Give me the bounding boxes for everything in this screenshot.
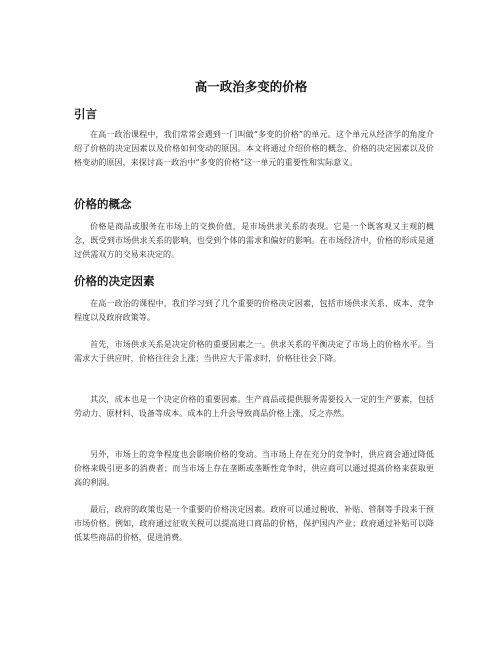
paragraph: 另外，市场上的竞争程度也会影响价格的变动。当市场上存在充分的竞争时，供应商会通过降低价格来吸引更多的消费者；而当市场上存在垄断或垄断性竞争时，供应商可以通过提高价格来获取更高的利润。 [74,449,434,488]
section-heading-introduction: 引言 [74,107,97,121]
paragraph: 其次，成本也是一个决定价格的重要因素。生产商品或提供服务需要投入一定的生产要素，包括劳动力、原材料、设备等成本。成本的上升会导致商品价格上涨，反之亦然。 [74,394,434,419]
paragraph: 首先，市场供求关系是决定价格的重要因素之一。供求关系的平衡决定了市场上的价格水平。当需求大于供应时，价格往往会上涨；当供应大于需求时，价格往往会下降。 [74,339,434,364]
paragraph: 在高一政治课程中，我们常常会遇到一门叫做“多变的价格”的单元。这个单元从经济学的角度介绍了价格的决定因素以及价格如何变动的原因。本文将通过介绍价格的概念、价格的决定因素以及价格变动的原因，来探讨高一政治中“多变的价格”这一单元的重要性和实际意义。 [74,129,434,168]
paragraph: 价格是商品或服务在市场上的交换价值，是市场供求关系的表现。它是一个既客观又主观的概念，既受到市场供求关系的影响，也受到个体的需求和偏好的影响。在市场经济中，价格的形成是通过供需双方的交易来决定的。 [74,221,434,260]
paragraph: 在高一政治的课程中，我们学习到了几个重要的价格决定因素，包括市场供求关系、成本、竞争程度以及政府政策等。 [74,298,434,323]
section-heading-price-determinants: 价格的决定因素 [74,274,155,288]
section-heading-price-concept: 价格的概念 [74,197,132,211]
paragraph: 最后，政府的政策也是一个重要的价格决定因素。政府可以通过税收、补贴、管制等手段来干预市场价格。例如，政府通过征收关税可以提高进口商品的价格，保护国内产业；政府通过补贴可以降低某些商品的价格，促进消费。 [74,504,434,543]
document-title: 高一政治多变的价格 [194,79,308,94]
